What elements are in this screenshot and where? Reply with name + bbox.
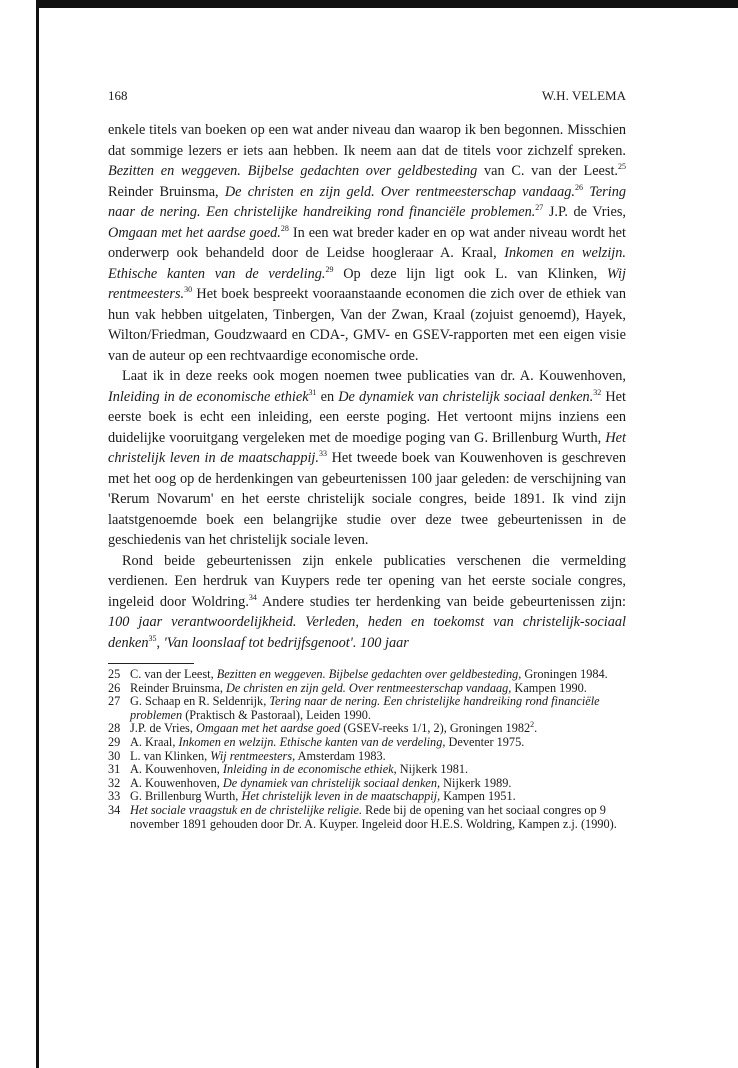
footnote-text xyxy=(130,695,626,722)
italic-title: Wij rentmeesters, xyxy=(210,748,296,763)
footnote-ref: 31 xyxy=(308,387,317,397)
footnote-text xyxy=(130,722,626,736)
paragraph xyxy=(108,366,626,551)
text-run: Rond beide gebeurtenissen zijn enkele publicaties verschenen die vermelding verdienen. Een herdruk van Kuypers rede ter opening van het eerste sociale congres, ingeleid door Woldring. xyxy=(108,552,626,610)
footnote-number: 30 xyxy=(108,748,121,763)
text-run: G. Schaap en R. Seldenrijk, xyxy=(130,694,270,709)
footnotes xyxy=(108,668,626,831)
scan-border-left xyxy=(36,0,39,1068)
footnote-number: 33 xyxy=(108,789,121,804)
footnote xyxy=(108,722,626,736)
italic-title: De christen en zijn geld. Over rentmeesterschap vandaag, xyxy=(225,680,512,695)
italic-title: Tering naar de nering. Een christelijke handreiking rond financiële problemen. xyxy=(108,183,627,220)
running-author: W.H. VELEMA xyxy=(541,88,626,103)
text-run: C. van der Leest, xyxy=(130,667,217,681)
italic-title: Tering naar de nering. Een christelijke handreiking rond financiële problemen xyxy=(130,694,600,722)
footnote-ref: 30 xyxy=(184,285,193,295)
italic-title: De christen en zijn geld. Over rentmeesterschap vandaag. xyxy=(224,183,575,200)
text-run: J.P. de Vries, xyxy=(543,204,626,220)
text-run: Kampen 1951. xyxy=(440,789,516,804)
text-run: Amsterdam 1983. xyxy=(295,748,386,763)
footnote-text xyxy=(130,777,626,791)
text-run: (Praktisch & Pastoraal), Leiden 1990. xyxy=(182,707,371,722)
footnote-text xyxy=(130,750,626,764)
text-run: Nijkerk 1981. xyxy=(396,762,469,777)
footnote-number: 25 xyxy=(108,667,121,681)
footnote xyxy=(108,790,626,804)
text-run: van C. van der Leest. xyxy=(477,163,619,179)
italic-title: 'Van loonslaaf tot bedrijfsgenoot'. 100 jaar xyxy=(163,634,409,651)
footnote-number: 26 xyxy=(108,680,121,695)
footnote-ref: 28 xyxy=(280,223,289,233)
italic-title: De dynamiek van christelijk sociaal denken, xyxy=(222,775,441,790)
footnote-text xyxy=(130,763,626,777)
footnote-number: 29 xyxy=(108,734,121,749)
text-run: Reinder Bruinsma, xyxy=(130,680,226,695)
footnote-ref: 26 xyxy=(574,182,583,192)
footnote-number: 32 xyxy=(108,775,121,790)
text-run: Deventer 1975. xyxy=(445,734,525,749)
italic-title: Omgaan met het aardse goed xyxy=(196,721,341,736)
text-run: Kampen 1990. xyxy=(511,680,587,695)
italic-title: Wij rentmeesters. xyxy=(108,265,626,302)
footnote-number: 34 xyxy=(108,802,121,817)
text-run: Het boek bespreekt vooraanstaande economen die zich over de ethiek van hun vak hebben uitgelaten, Tinbergen, Van der Zwan, Kraal (zojuist genoemd), Hayek, Wilton/Friedman, Goudzwaard en CDA-, GMV- en GSEV-rapporten met een eigen visie van de auteur op een rechtvaardige economische orde. xyxy=(108,286,626,364)
italic-title: 100 jaar verantwoordelijkheid. Verleden, heden en toekomst van christelijk-sociaal denken xyxy=(108,614,626,651)
footnote-text xyxy=(130,668,626,682)
text-run: Andere studies ter herdenking van beide gebeurtenissen zijn: xyxy=(256,593,626,610)
footnote xyxy=(108,668,626,682)
footnote xyxy=(108,736,626,750)
footnote-ref: 29 xyxy=(325,264,334,274)
footnote xyxy=(108,695,626,722)
text-run: enkele titels van boeken op een wat ander niveau dan waarop ik ben begonnen. Misschien dat sommige lezers er iets aan hebben. Ik neem aan dat de titels voor zichzelf spreken. xyxy=(108,122,626,159)
scan-border-top xyxy=(36,0,738,8)
text-run: Nijkerk 1989. xyxy=(440,775,512,790)
text-run: Laat ik in deze reeks ook mogen noemen twee publicaties van dr. A. Kouwenhoven, xyxy=(122,368,626,384)
paragraph xyxy=(108,551,626,654)
body-text xyxy=(108,120,626,653)
italic-title: Het christelijk leven in de maatschappij, xyxy=(241,789,441,804)
footnote xyxy=(108,804,626,831)
italic-title: Het christelijk leven in de maatschappij. xyxy=(108,429,626,466)
footnote xyxy=(108,750,626,764)
text-run: Op deze lijn ligt ook L. van Klinken, xyxy=(333,265,607,282)
footnote-number: 31 xyxy=(108,762,121,777)
text-run: L. van Klinken, xyxy=(130,748,211,763)
footnote-rule xyxy=(108,663,194,664)
italic-title: Het sociale vraagstuk en de christelijke religie. xyxy=(130,802,363,817)
text-run: G. Brillenburg Wurth, xyxy=(130,789,242,804)
italic-title: Inkomen en welzijn. Ethische kanten van de verdeling, xyxy=(178,734,446,749)
text-run: A. Kraal, xyxy=(130,734,179,749)
paragraph xyxy=(108,120,626,366)
page-number: 168 xyxy=(108,88,128,103)
text-run: Reinder Bruinsma, xyxy=(108,183,225,200)
footnote-text xyxy=(130,682,626,696)
text-run: Groningen 1984. xyxy=(521,667,608,681)
footnote-ref: 25 xyxy=(618,162,627,172)
italic-title: Omgaan met het aardse goed. xyxy=(108,224,281,241)
book-page xyxy=(108,88,626,831)
text-run: en xyxy=(316,388,339,405)
text-run: Het tweede boek van Kouwenhoven is geschreven met het oog op de herdenkingen van gebeurtenissen 100 jaar geleden: de verschijning van 'Rerum Novarum' en het eerste christelijk sociale congres, beide 1891. Ik vind zijn laatstgenoemde boek een belangrijke studie over deze twee gebeurtenissen in de geschiedenis van het christelijk sociale leven. xyxy=(108,450,626,548)
text-run: (GSEV-reeks 1/1, 2), Groningen 1982 xyxy=(340,721,531,736)
footnote-ref: 34 xyxy=(248,592,257,602)
text-run: . xyxy=(534,721,538,736)
footnote xyxy=(108,763,626,777)
italic-title: Inleiding in de economische ethiek xyxy=(108,388,309,405)
footnote-ref: 33 xyxy=(318,449,327,459)
text-run: Het eerste boek is echt een inleiding, een eerste poging. Het vertoont mijns inziens een duidelijke vooruitgang vergeleken met de moedige poging van G. Brillenburg Wurth, xyxy=(108,388,626,446)
footnote-number: 28 xyxy=(108,721,121,736)
text-run: A. Kouwenhoven, xyxy=(130,762,223,777)
text-run: J.P. de Vries, xyxy=(130,721,196,736)
text-run: In een wat breder kader en op wat ander niveau wordt het onderwerp ook behandeld door de Leidse hoogleraar A. Kraal, xyxy=(108,224,626,261)
footnote-ref: 2 xyxy=(530,720,535,730)
footnote-ref: 32 xyxy=(593,387,602,397)
footnote-text xyxy=(130,736,626,750)
text-run: Rede bij de opening van het sociaal congres op 9 november 1891 gehouden door Dr. A. Kuyper. Ingeleid door H.E.S. Woldring, Kampen z.j. (1990). xyxy=(130,802,617,831)
footnote xyxy=(108,682,626,696)
footnote xyxy=(108,777,626,791)
italic-title: Bezitten en weggeven. Bijbelse gedachten over geldbesteding, xyxy=(216,667,522,681)
footnote-ref: 27 xyxy=(535,203,544,213)
italic-title: Inkomen en welzijn. Ethische kanten van de verdeling. xyxy=(108,245,626,282)
running-header xyxy=(108,88,626,104)
footnote-number: 27 xyxy=(108,694,121,709)
italic-title: Inleiding in de economische ethiek, xyxy=(222,762,397,777)
italic-title: De dynamiek van christelijk sociaal denken. xyxy=(338,388,594,405)
text-run: , xyxy=(156,634,164,651)
footnote-ref: 35 xyxy=(148,633,157,643)
italic-title: Bezitten en weggeven. Bijbelse gedachten over geldbesteding xyxy=(108,163,478,179)
footnote-text xyxy=(130,790,626,804)
text-run: A. Kouwenhoven, xyxy=(130,775,223,790)
footnote-text xyxy=(130,804,626,831)
